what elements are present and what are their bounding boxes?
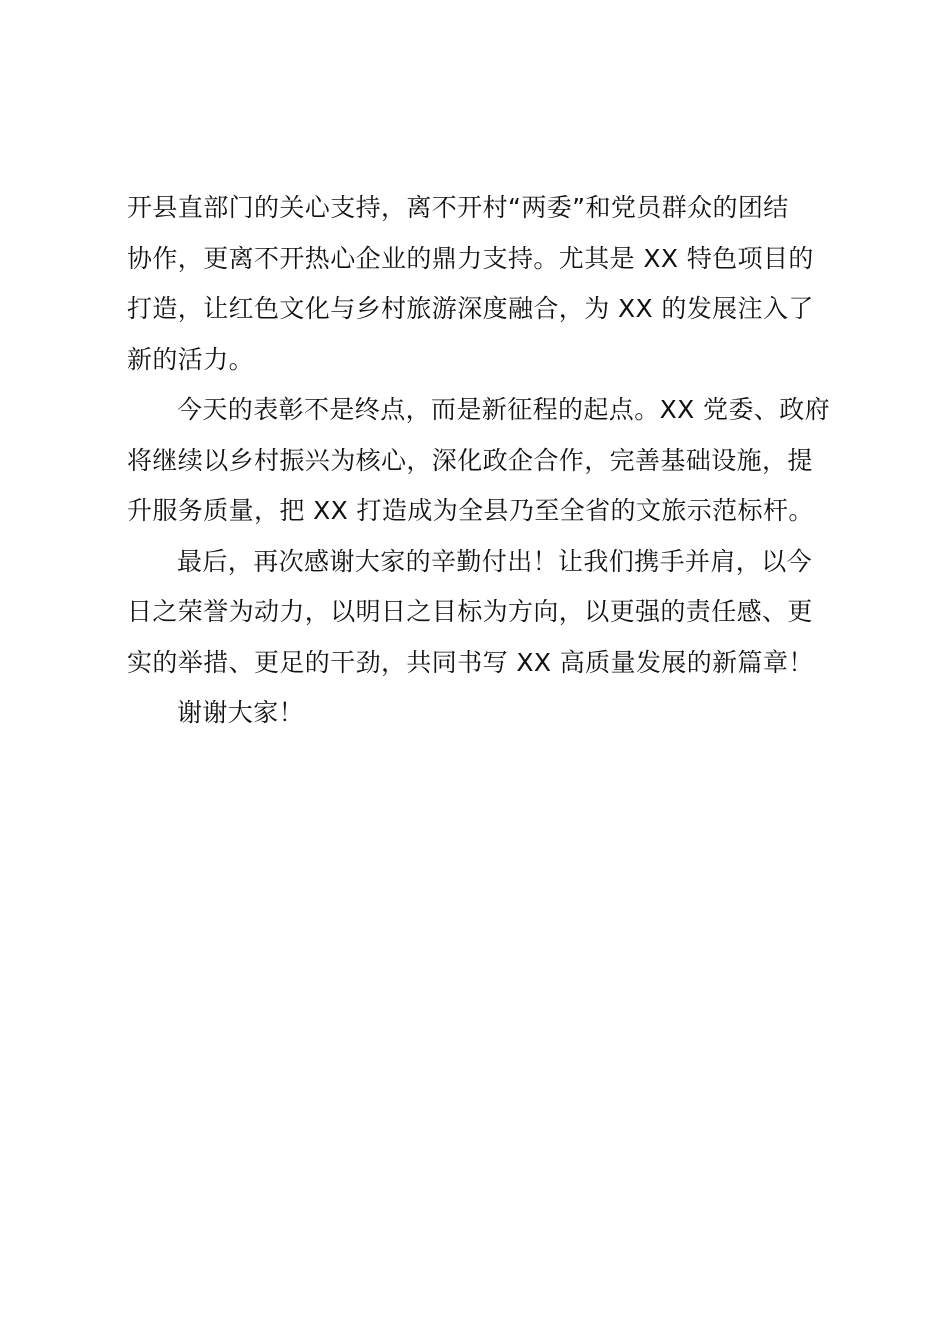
text-line: 将继续以乡村振兴为核心，深化政企合作，完善基础设施，提: [127, 445, 813, 475]
text-line: 开县直部门的关心支持，离不开村“两委”和党员群众的团结: [127, 193, 789, 222]
document-body: [127, 183, 835, 739]
text-line: 新的活力。: [127, 344, 255, 374]
paragraph-first-line: 最后，再次感谢大家的辛勤付出！让我们携手并肩，以今: [177, 546, 813, 576]
text-line: 协作，更离不开热心企业的鼎力支持。尤其是 XX 特色项目的: [127, 243, 814, 273]
text-line: 升服务质量，把 XX 打造成为全县乃至全省的文旅示范标杆。: [127, 496, 814, 525]
text-line: 实的举措、更足的干劲，共同书写 XX 高质量发展的新篇章！: [127, 647, 814, 677]
paragraph-first-line: 今天的表彰不是终点，而是新征程的起点。XX 党委、政府: [177, 395, 831, 424]
text-line: 日之荣誉为动力，以明日之目标为方向，以更强的责任感、更: [127, 597, 813, 626]
closing-line: 谢谢大家！: [177, 698, 305, 727]
text-line: 打造，让红色文化与乡村旅游深度融合，为 XX 的发展注入了: [127, 294, 814, 323]
